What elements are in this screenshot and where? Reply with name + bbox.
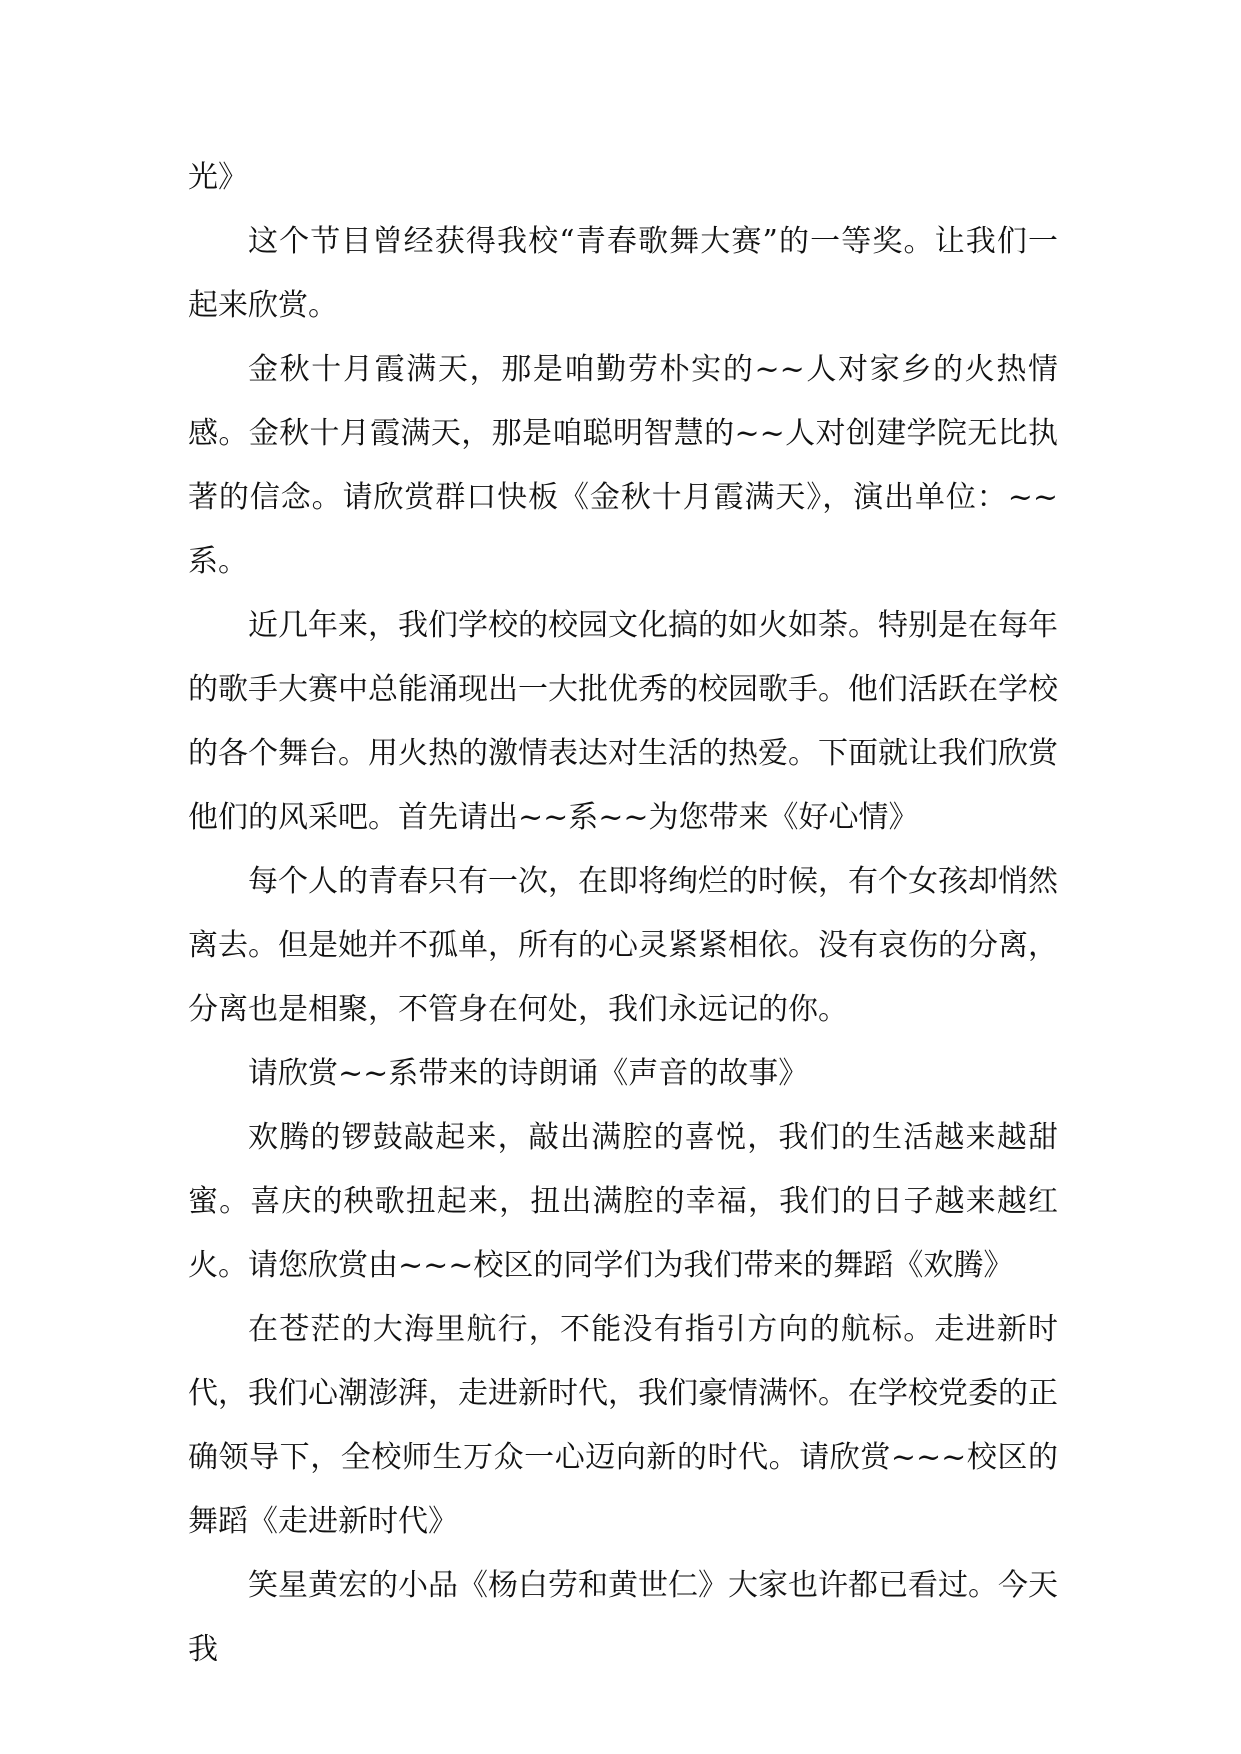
paragraph: 每个人的青春只有一次，在即将绚烂的时候，有个女孩却悄然离去。但是她并不孤单，所有的心灵紧紧相依。没有哀伤的分离，分离也是相聚，不管身在何处，我们永远记的你。 [188, 864, 1058, 1027]
document-body [188, 146, 1058, 1682]
paragraph: 笑星黄宏的小品《杨白劳和黄世仁》大家也许都已看过。今天我 [188, 1568, 1058, 1667]
paragraph: 欢腾的锣鼓敲起来，敲出满腔的喜悦，我们的生活越来越甜蜜。喜庆的秧歌扭起来，扭出满腔的幸福，我们的日子越来越红火。请您欣赏由~~~校区的同学们为我们带来的舞蹈《欢腾》 [188, 1120, 1058, 1283]
paragraph: 金秋十月霞满天，那是咱勤劳朴实的~~人对家乡的火热情感。金秋十月霞满天，那是咱聪明智慧的~~人对创建学院无比执著的信念。请欣赏群口快板《金秋十月霞满天》，演出单位：~~系。 [188, 352, 1058, 579]
paragraph: 这个节目曾经获得我校“青春歌舞大赛”的一等奖。让我们一起来欣赏。 [188, 224, 1058, 323]
paragraph: 在苍茫的大海里航行，不能没有指引方向的航标。走进新时代，我们心潮澎湃，走进新时代，我们豪情满怀。在学校党委的正确领导下，全校师生万众一心迈向新的时代。请欣赏~~~校区的舞蹈《走进新时代》 [188, 1312, 1058, 1539]
paragraph: 近几年来，我们学校的校园文化搞的如火如荼。特别是在每年的歌手大赛中总能涌现出一大批优秀的校园歌手。他们活跃在学校的各个舞台。用火热的激情表达对生活的热爱。下面就让我们欣赏他们的风采吧。首先请出~~系~~为您带来《好心情》 [188, 608, 1058, 835]
paragraph: 请欣赏~~系带来的诗朗诵《声音的故事》 [248, 1056, 809, 1091]
paragraph: 光》 [188, 160, 248, 195]
